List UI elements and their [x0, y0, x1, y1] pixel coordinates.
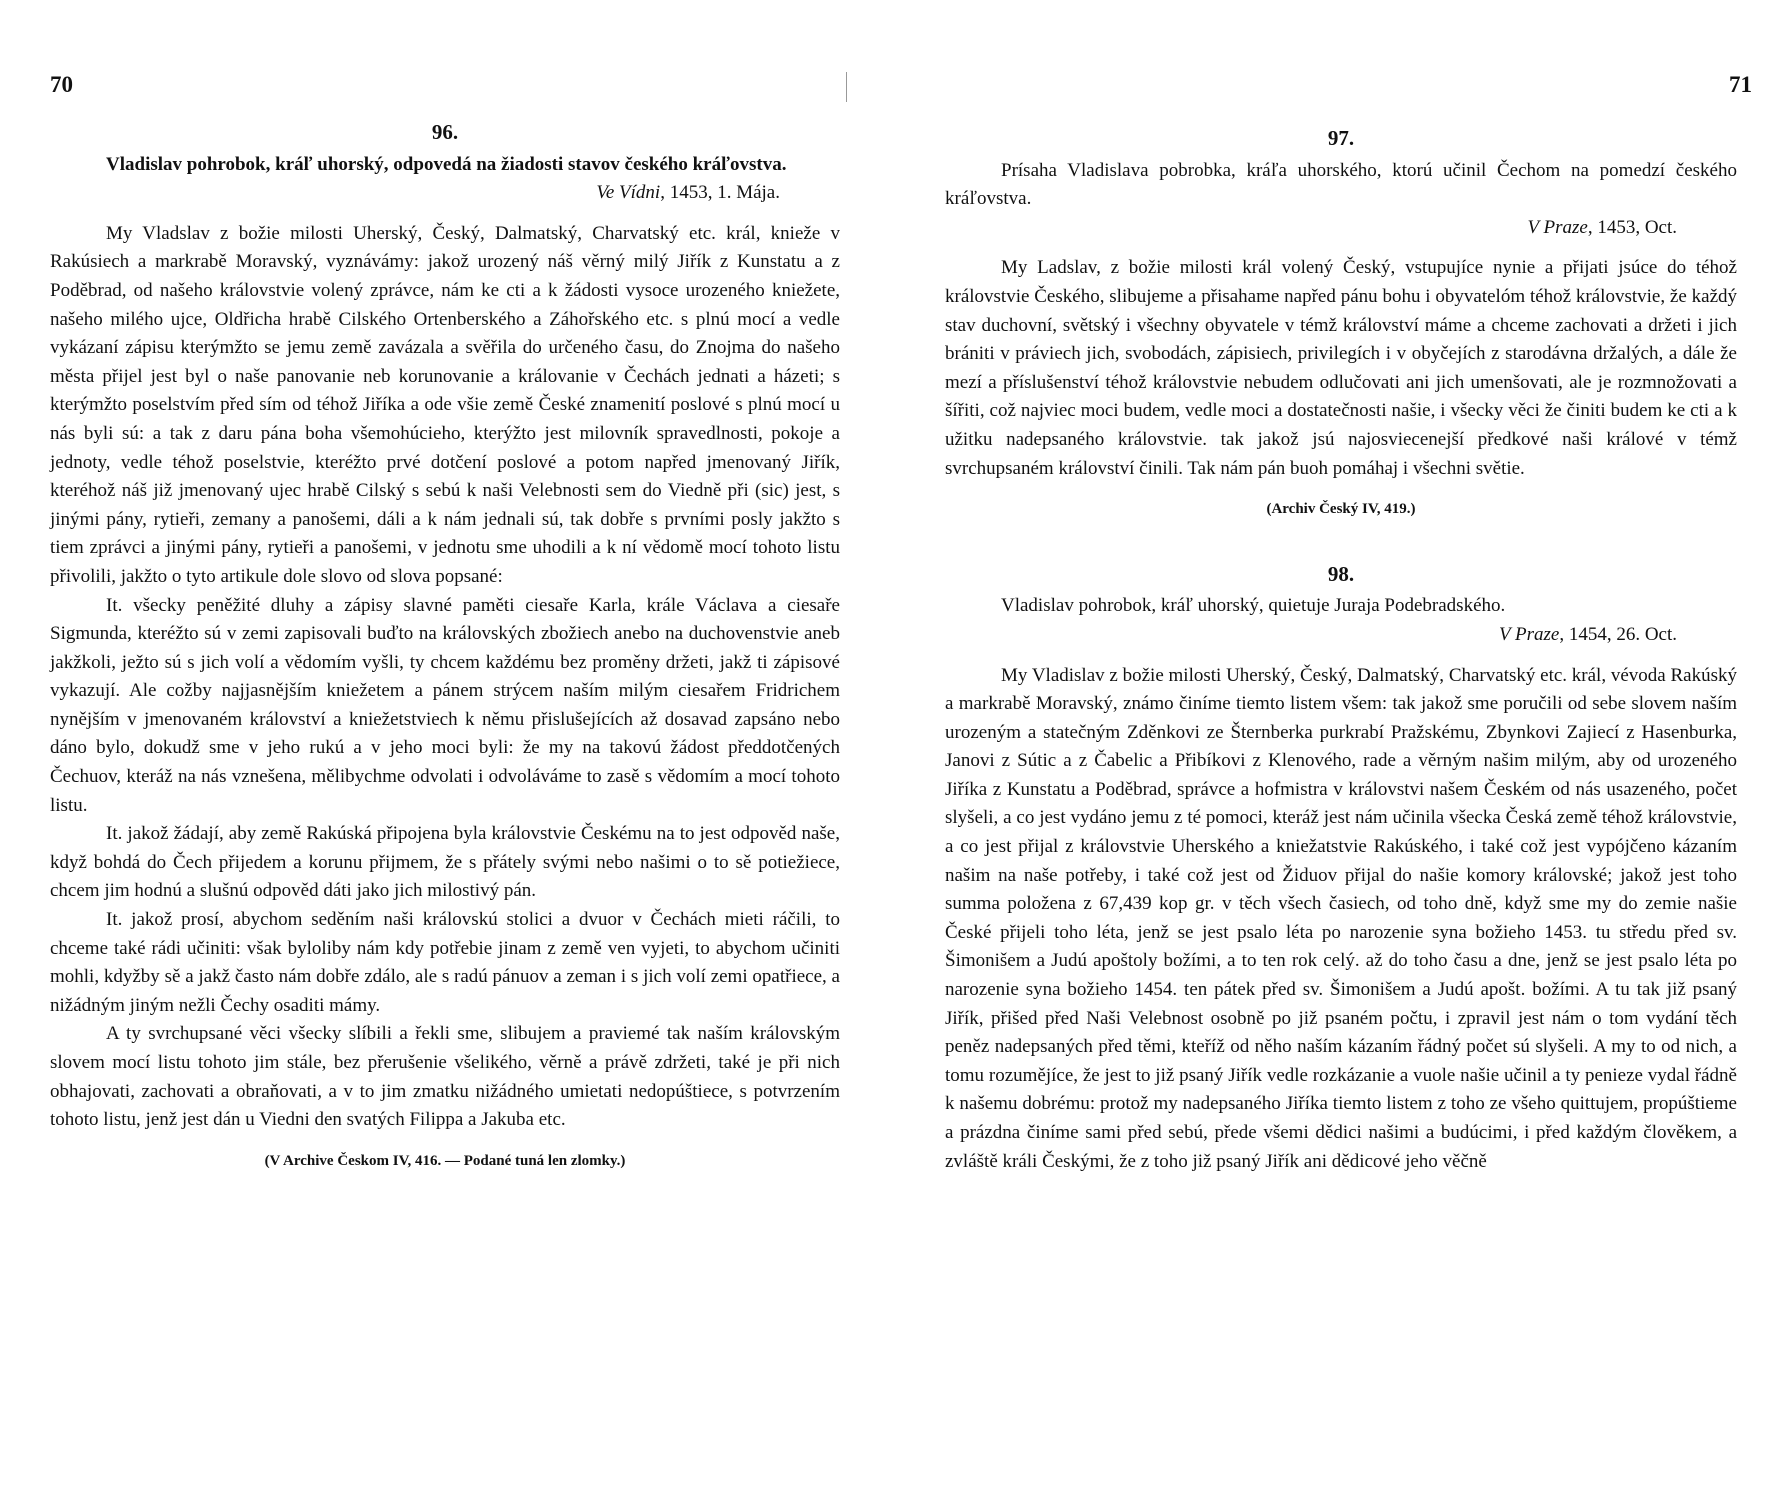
document-heading: Prísaha Vladislava pobrobka, kráľa uhorského, ktorú učinil Čechom na pomedzí českého kráľovstva.	[945, 159, 1737, 210]
paragraph: It. všecky peněžité dluhy a zápisy slavné paměti ciesaře Karla, krále Václava a ciesaře Sigmunda, kteréžto sú v zemi zapisovali buďto na královských zbožiech anebo na duchovenstvie aneb jakžkoli, ježto sú s jich volí a vědomím vyšli, ty chcem každému bez proměny držeti, jakž ti zápisové vykazují. Ale cožby najjasnějším kniežetem a pánem strýcem naším milým ciesařem Fridrichem nynějším v jmenovaném království a kniežetstviech k němu přislušejících až dosavad zapsáno nebo dáno bylo, dokudž sme v jeho rukú a v jeho moci byli: že my na takovú žádost předdotčených Čechuov, kteráž na nás vznešena, mělibychme odvolati i odvoláváme to zasě s vědomím a mocí tohoto listu.	[50, 594, 840, 816]
source-citation: (Archiv Český IV, 419.)	[1266, 501, 1416, 518]
document-date-line	[50, 179, 840, 208]
document-date: , 1453, Oct.	[1587, 216, 1677, 238]
document-number: 97.	[1327, 126, 1355, 150]
paragraph: My Vladislav z božie milosti Uherský, Český, Dalmatský, Charvatský etc. král, vévoda Rakúský a markrabě Moravský, známo činíme tiemto listem všem: tak jakož sme poručili od sebe slovem naším urozeným a statečným Zděnkovi ze Šternberka purkrabí Pražskému, Zbynkovi Zajiecí z Hasenburka, Janovi z Sútic a z Čabelic a Přibíkovi z Klenového, rade a věrným našim milým, aby od urozeného Jiříka z Kunstatu a Poděbrad, správce a hofmistra v královstvi našem Českém od nás usazeného, počet slyšeli, a co jest vydáno jemu z té pomoci, kteráž jest nám učinila všecka Česká země téhož královstvie, a co jest přijal z královstvie Uherského a kniežatstvie Rakúského, i také což jest vypójčeno kázaním našim na naše potřeby, i také což jest od Židuov přijal do našie komory královské; jakož jest toho summa položena z 67,439 kop gr. v těch všech časiech, od toho dně, když sme my do zemie našie České přijeli toho léta, jenž se jest psalo léta po narozenie syna božieho 1453. tu středu před sv. Šimonišem a Judú apoštoly božími, a to ten rok celý. až do toho času a dne, jenž se jest psalo léta po narozenie syna božieho 1454. ten pátek před sv. Šimonišem a Judú apošt. božími. A tu tak již psaný Jiřík, přišed před Naši Velebnost osobně po již psaném počtu, i zpravil jest nám o tom vydání těch peněz nadepsaných před těmi, kteříž od něho naším kázaním řádný počet sú slyšeli. A my to od nich, a tomu rozumějíce, že jest to již psaný Jiřík vedle rozkázanie a vuole našie učinil a ty penieze vydal řádně k našemu dobrému: protož my nadepsaného Jiříka tiemto listem z toho ze všeho quittujem, propúštieme a prázdna činíme sami před sebú, přede všemi dědici našimi a budúcimi, i před každým člověkem, a zvláště králi Českými, že z toho již psaný Jiřík ani dědicové jeho věčně	[945, 664, 1737, 1172]
document-place: V Praze	[1498, 623, 1560, 645]
document-place: Ve Vídni	[596, 182, 661, 204]
source-citation: (V Archive Českom IV, 416. — Podané tuná len zlomky.)	[264, 1152, 626, 1169]
paragraph: My Vladslav z božie milosti Uherský, Český, Dalmatský, Charvatský etc. král, knieže v Rakúsiech a markrabě Moravský, vyznávámy: jakož urozený náš věrný milý Jiřík z Kunstatu a z Poděbrad, od našeho královstvie volený zprávce, nám ke cti a k žádosti vysoce urozeného kniežete, našeho milého ujce, Oldřicha hrabě Cilského Ortenberského a Záhořského etc. s plnú mocí a vedle vykázaní zápisu kterýmžto se jemu země zavázala a svěřila do určeného času, do Znojma do našeho města přijel jest byl o naše panovanie neb korunovanie a královanie v Čechách jednati a házeti; s kterýmžto poselstvím před sím od téhož Jiříka a ode všie země České znamenití poslové s plnú mocí u nás byli sú: a tak z daru pána boha všemohúcieho, kterýžto jest milovník spravedlnosti, pokoje a jednoty, vedle téhož poselstvie, kteréžto prvé dotčení poslové a potom napřed jmenovaný Jiřík, kteréhož náš již jmenovaný ujec hrabě Cilský s sebú k naši Velebnosti sem do Viedně při (sic) jest, s jinými pány, rytieři, zemany a panošemi, dáli a k nám jednali sú, tak dobře s prvními posly jakžto s tiem zprávci a jinými pány, rytieři a panošemi, v jednotu sme uhodili a k ní vědomě mocí tohoto listu přivolili, jakžto o tyto artikule dole slovo od slova popsané:	[50, 222, 840, 587]
page-divider	[846, 72, 847, 102]
document-date-line	[945, 621, 1737, 650]
paragraph: It. jakož žádají, aby země Rakúská připojena byla královstvie Českému na to jest odpověd naše, když bohdá do Čech přijedem a korunu přijmem, že s přátely svými nebo našimi o to sě potiežiece, chcem jim hodnú a slušnú odpověd dáti jako jich milostivý pán.	[50, 823, 840, 902]
document-date: , 1454, 26. Oct.	[1559, 623, 1677, 645]
document-date: , 1453, 1. Mája.	[660, 182, 780, 204]
paragraph: It. jakož prosí, abychom seděním naši královskú stolici a dvuor v Čechách mieti ráčili, to chceme také rádi učiniti: však byloliby nám kdy potřebie jinam z země ven vyjeti, to abychom učiniti mohli, kdyžby sě a jakž často nám dobře zdálo, ale s radú pánuov a zeman i s jich volí zemi opatřiece, a nižádným jiným nežli Čechy osaditi mámy.	[50, 909, 840, 1016]
paragraph: My Ladslav, z božie milosti král volený Český, vstupujíce nynie a přijati jsúce do téhož královstvie Českého, slibujeme a přisahame napřed pánu bohu i obyvatelóm téhož královstvie, že každý stav duchovní, světský i všechny obyvatele v témž království máme a chceme zachovati a držeti i jich brániti v práviech jich, svobodách, zápisiech, privilegích i v obyčejích z starodávna držalých, a dále že mezí a příslušenství téhož královstvie nebudem odlučovati ani jich umenšovati, ale je rozmnožovati a šířiti, což najviec moci budem, vedle moci a dostatečnosti našie, i všecky věci že činiti budem ke cti a k užitku nadepsaného královstvie. tak jakož jsú najosviecenejší předkové naši králové v témž svrchupsaném království činili. Tak nám pán buoh pomáhaj i všechni světie.	[945, 257, 1737, 479]
section-gap	[945, 524, 1737, 560]
right-page	[893, 0, 1786, 1500]
document-number: 98.	[1327, 561, 1355, 586]
page-number: 71	[1729, 72, 1752, 97]
document-96	[50, 118, 840, 1175]
document-date-line	[945, 214, 1737, 243]
document-number: 96.	[431, 120, 459, 144]
document-column	[945, 124, 1737, 1176]
document-place: V Praze	[1527, 216, 1588, 238]
page-number: 70	[50, 72, 73, 97]
document-heading: Vladislav pohrobok, kráľ uhorský, odpovedá na žiadosti stavov českého kráľovstva.	[106, 153, 787, 175]
paragraph: A ty svrchupsané věci všecky slíbili a řekli sme, slibujem a praviemé tak naším královským slovem mocí listu tohoto jim stále, bez přerušenie všelikého, věrně a právě zdržeti, také je při nich obhajovati, zachovati a obraňovati, a v to jim zmatku nižádného umietati nedopúštiece, s potvrzením tohoto listu, jenž jest dán u Viedni den svatých Filippa a Jakuba etc.	[50, 1023, 840, 1131]
document-heading: Vladislav pohrobok, kráľ uhorský, quietuje Juraja Podebradského.	[1001, 595, 1506, 617]
